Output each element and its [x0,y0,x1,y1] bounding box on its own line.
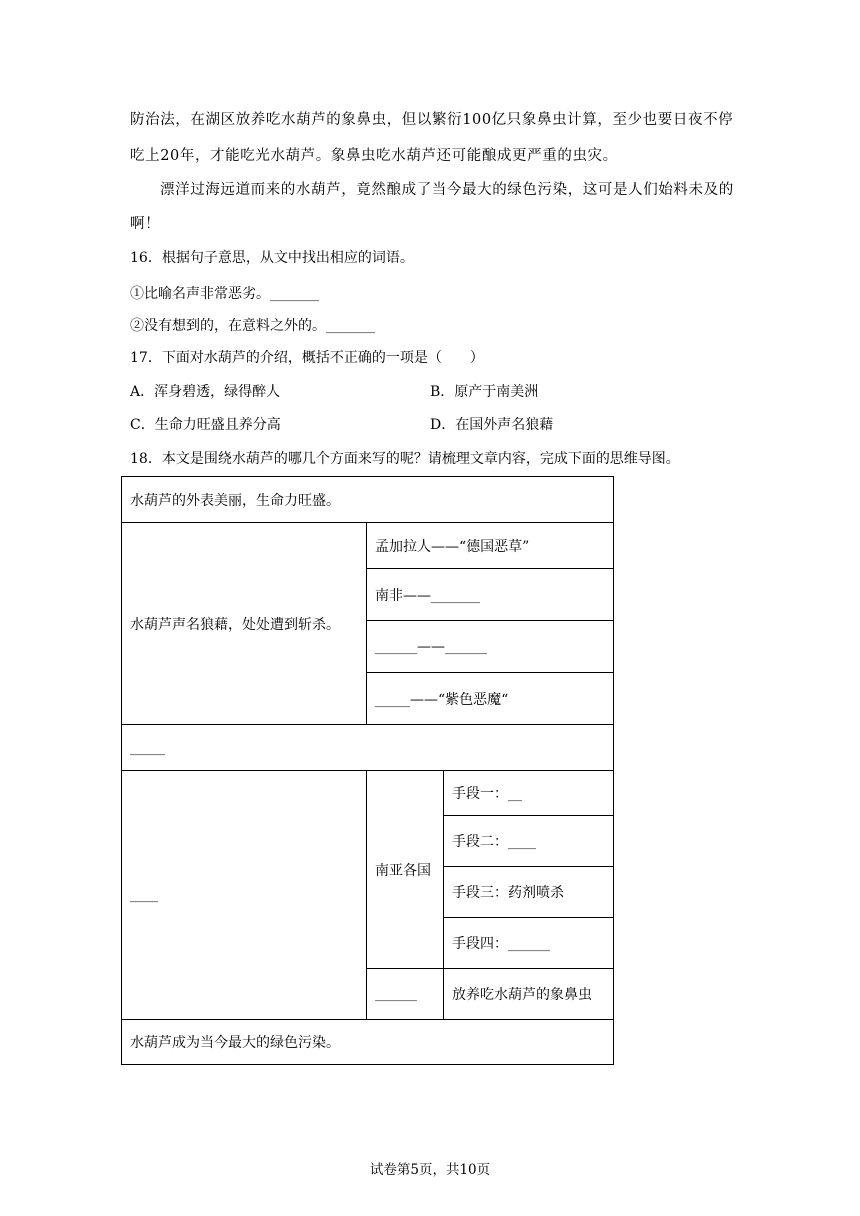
page-footer: 试卷第5页，共10页 [369,1162,491,1178]
mm-measure-region-blank[interactable]: ______ [367,969,444,1020]
passage-line-2: 吃上20年，才能吃光水葫芦。象鼻虫吃水葫芦还可能酿成更严重的虫灾。 [130,148,618,164]
q17-option-b[interactable]: B．原产于南美洲 [430,384,539,400]
mm-measures-region: 南亚各国 [367,771,444,969]
mind-map-table [121,476,614,1065]
mm-row-notorious-label: 水葫芦声名狼藉，处处遭到斩杀。 [122,523,367,725]
mm-row-blank[interactable]: _____ [122,725,614,771]
mm-notorious-item-3[interactable]: ______——______ [367,621,614,673]
q16-stem: 16．根据句子意思，从文中找出相应的词语。 [130,250,414,266]
mm-notorious-item-4[interactable]: _____——“紫色恶魔“ [367,673,614,725]
mm-measure-2[interactable]: 手段二：____ [444,816,614,867]
q17-option-a[interactable]: A．浑身碧透，绿得醉人 [130,384,281,400]
mm-measure-4[interactable]: 手段四：______ [444,918,614,969]
mm-measure-weevil: 放养吃水葫芦的象鼻虫 [444,969,614,1020]
mm-notorious-item-2[interactable]: 南非——_______ [367,569,614,621]
mm-measure-3: 手段三：药剂喷杀 [444,867,614,918]
q16-item-2: ②没有想到的，在意料之外的。_______ [130,318,375,334]
passage-line-1: 防治法，在湖区放养吃水葫芦的象鼻虫，但以繁衍100亿只象鼻虫计算，至少也要日夜不停 [130,112,734,128]
mm-row-measures-label[interactable]: ____ [122,771,367,1020]
q17-stem: 17．下面对水葫芦的介绍，概括不正确的一项是（ ） [130,350,484,366]
passage-line-4: 啊！ [130,216,161,232]
mm-notorious-item-1: 孟加拉人——“德国恶草” [367,523,614,569]
mm-row-appearance: 水葫芦的外表美丽，生命力旺盛。 [122,477,614,523]
q17-option-d[interactable]: D．在国外声名狼藉 [430,417,554,433]
mm-row-pollution: 水葫芦成为当今最大的绿色污染。 [122,1020,614,1065]
mm-measure-1[interactable]: 手段一：__ [444,771,614,816]
q16-item-1: ①比喻名声非常恶劣。_______ [130,286,319,302]
q18-stem: 18．本文是围绕水葫芦的哪几个方面来写的呢？请梳理文章内容，完成下面的思维导图。 [130,451,680,467]
q17-option-c[interactable]: C．生命力旺盛且养分高 [130,417,281,433]
passage-line-3: 漂洋过海远道而来的水葫芦，竟然酿成了当今最大的绿色污染，这可是人们始料未及的 [160,182,734,198]
